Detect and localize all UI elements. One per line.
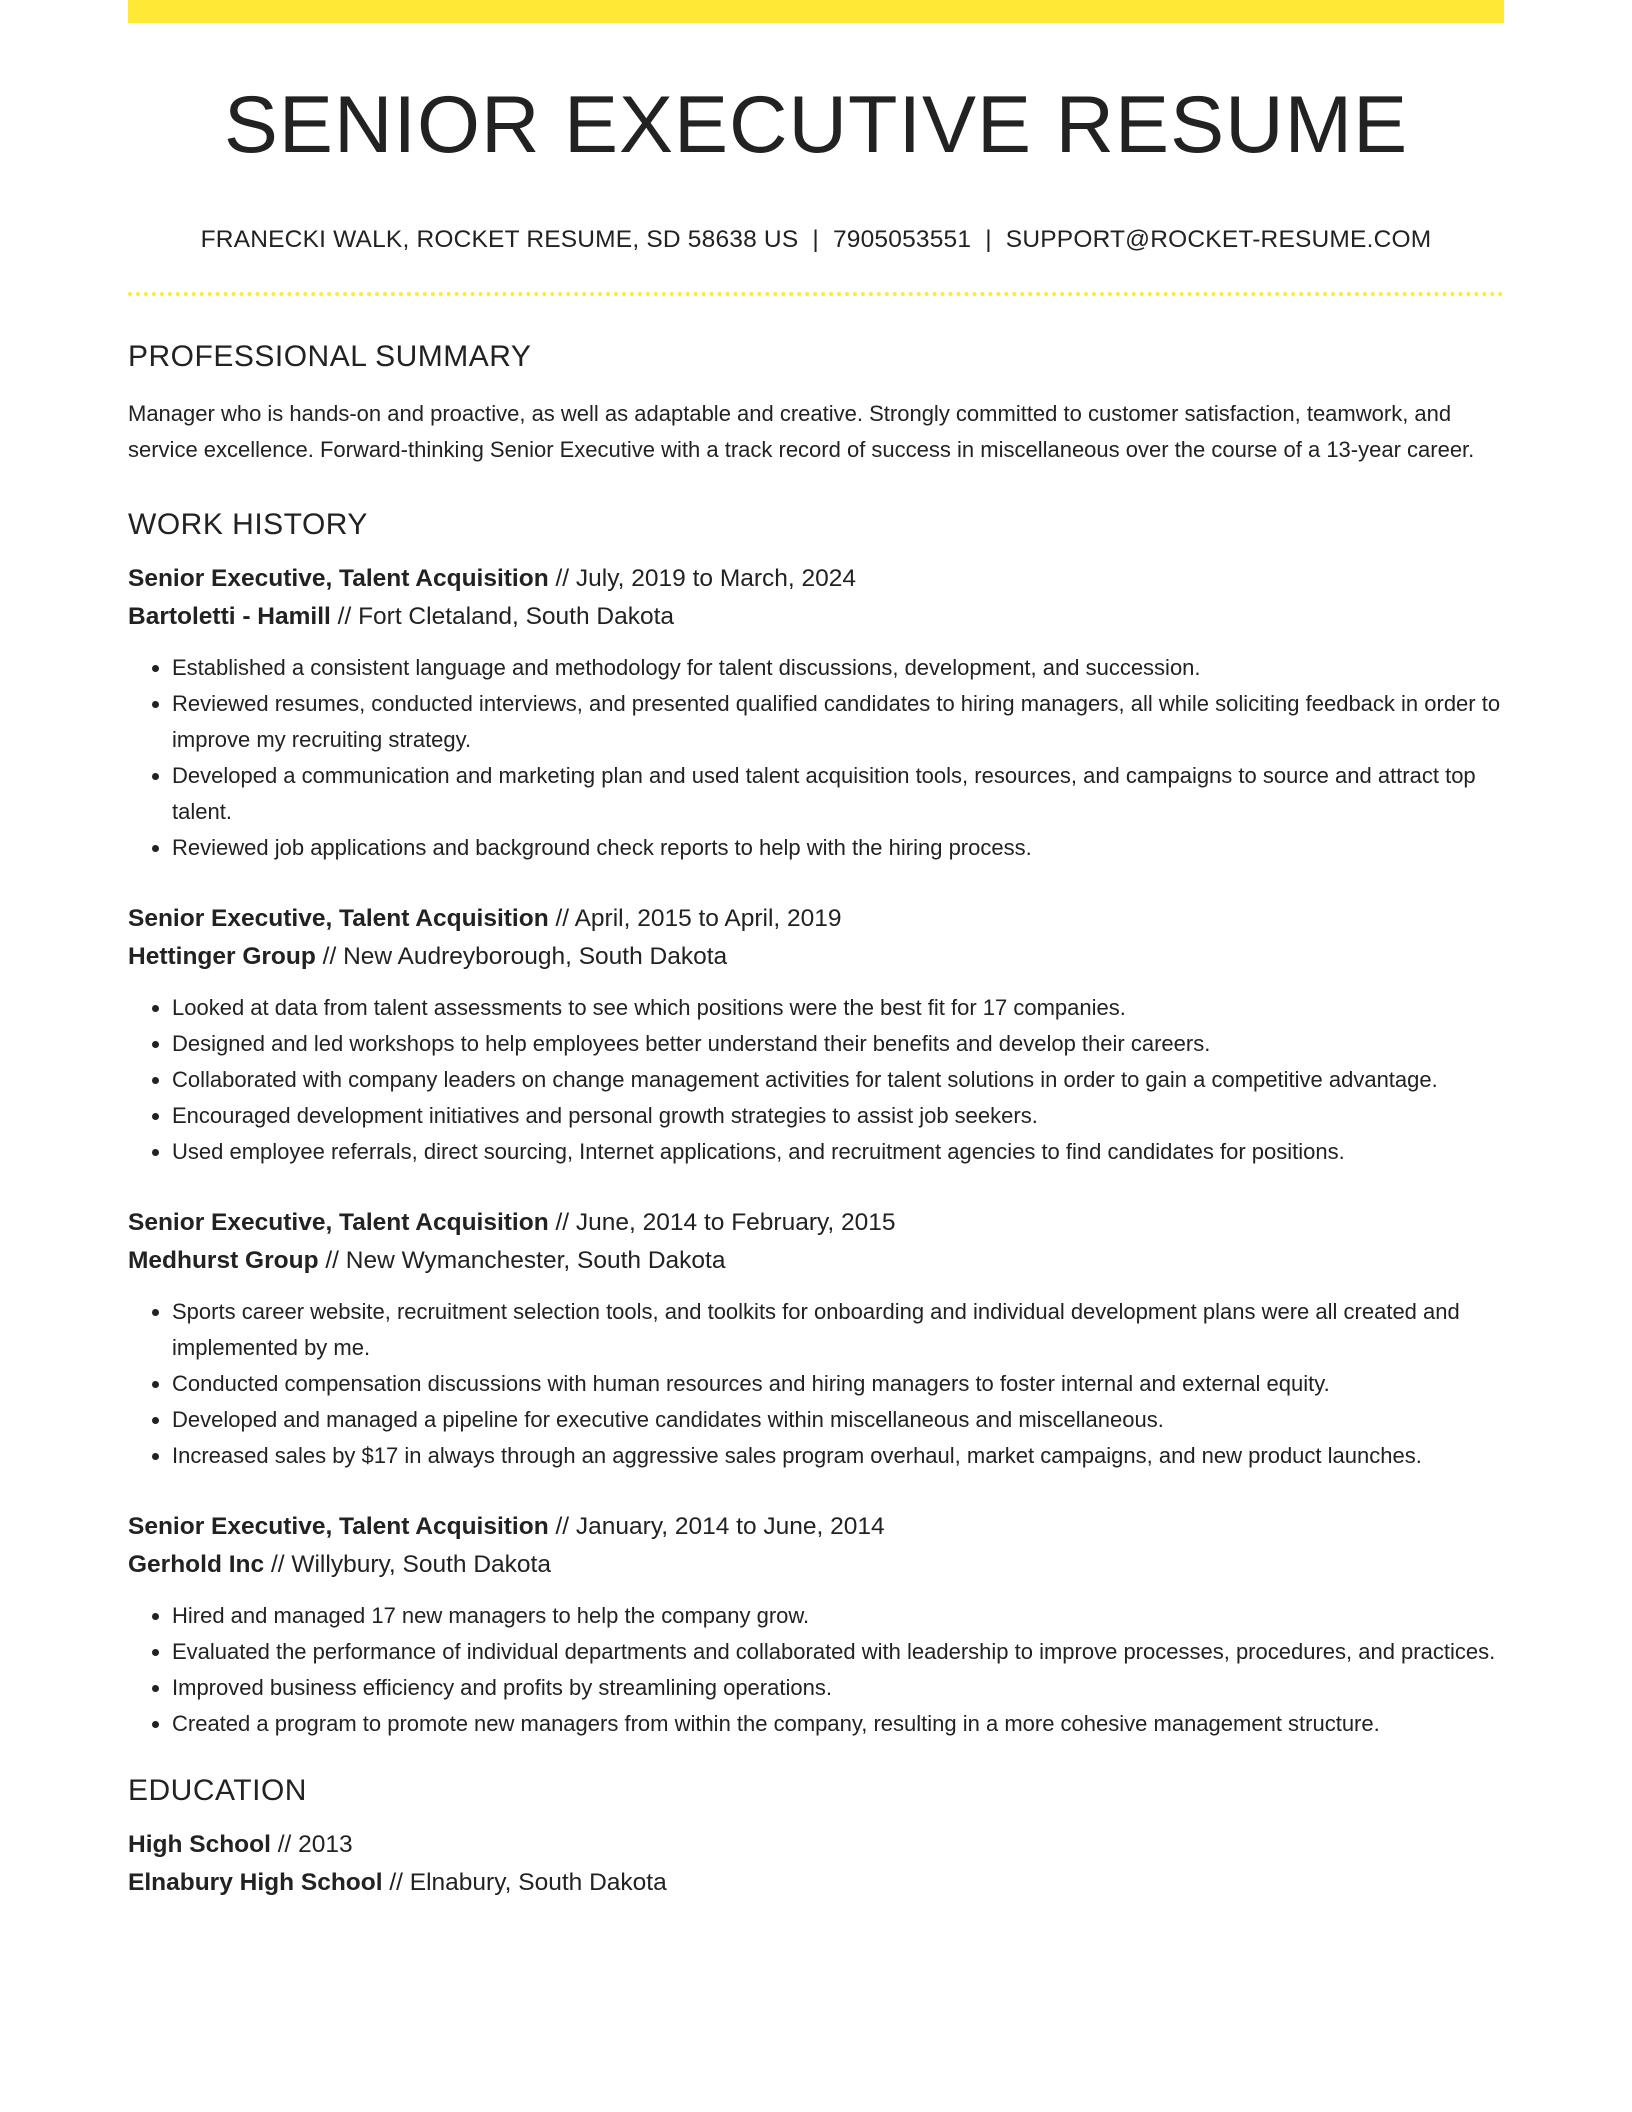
- job-bullet-item: • Increased sales by $17 in always through an aggressive sales program overhaul, market campaigns, and new product launches.: [172, 1438, 1504, 1474]
- job-title-line: [128, 1508, 1504, 1546]
- job-entry: [128, 1508, 1504, 1742]
- job-title-line: [128, 900, 1504, 938]
- job-bullets: [128, 990, 1504, 1170]
- job-bullet-item: • Used employee referrals, direct sourcing, Internet applications, and recruitment agencies to find candidates for positions.: [172, 1134, 1504, 1170]
- job-bullet-item: • Reviewed job applications and background check reports to help with the hiring process.: [172, 830, 1504, 866]
- job-dates: // January, 2014 to June, 2014: [548, 1513, 885, 1541]
- job-bullet-item: • Established a consistent language and methodology for talent discussions, development, and succession.: [172, 650, 1504, 686]
- job-bullet-item: • Reviewed resumes, conducted interviews, and presented qualified candidates to hiring managers, all while soliciting feedback in order to improve my recruiting strategy.: [172, 686, 1504, 758]
- job-bullet-item: • Looked at data from talent assessments to see which positions were the best fit for 17 companies.: [172, 990, 1504, 1026]
- job-dates: // April, 2015 to April, 2019: [548, 905, 842, 933]
- job-bullets: [128, 1294, 1504, 1474]
- job-entry: [128, 1204, 1504, 1474]
- job-bullet-item: • Collaborated with company leaders on change management activities for talent solutions in order to gain a competitive advantage.: [172, 1062, 1504, 1098]
- job-title: Senior Executive, Talent Acquisition: [128, 1209, 549, 1237]
- job-title-line: [128, 1204, 1504, 1242]
- job-dates: // July, 2019 to March, 2024: [548, 565, 857, 593]
- education-entry: [128, 1826, 1504, 1902]
- job-bullet-item: • Developed a communication and marketing plan and used talent acquisition tools, resources, and campaigns to source and attract top talent.: [172, 758, 1504, 830]
- education-school: Elnabury High School: [128, 1869, 383, 1897]
- job-dates: // June, 2014 to February, 2015: [548, 1209, 896, 1237]
- job-entry: [128, 900, 1504, 1170]
- job-title-line: [128, 560, 1504, 598]
- job-company: Gerhold Inc: [128, 1551, 265, 1579]
- job-company-line: [128, 598, 1504, 636]
- job-bullet-item: • Created a program to promote new managers from within the company, resulting in a more cohesive management structure.: [172, 1706, 1504, 1742]
- job-company-line: [128, 1242, 1504, 1280]
- job-bullet-item: • Conducted compensation discussions with human resources and hiring managers to foster internal and external equity.: [172, 1366, 1504, 1402]
- job-bullet-item: • Encouraged development initiatives and personal growth strategies to assist job seekers.: [172, 1098, 1504, 1134]
- job-location: // New Wymanchester, South Dakota: [318, 1247, 726, 1275]
- job-bullet-item: • Designed and led workshops to help employees better understand their benefits and develop their careers.: [172, 1026, 1504, 1062]
- job-location: // Willybury, South Dakota: [264, 1551, 551, 1579]
- job-title: Senior Executive, Talent Acquisition: [128, 1513, 549, 1541]
- contact-phone: 7905053551: [832, 226, 972, 254]
- job-bullet-item: • Developed and managed a pipeline for executive candidates within miscellaneous and miscellaneous.: [172, 1402, 1504, 1438]
- job-bullets: [128, 650, 1504, 866]
- job-company: Bartoletti - Hamill: [128, 603, 331, 631]
- job-bullet-item: • Improved business efficiency and profits by streamlining operations.: [172, 1670, 1504, 1706]
- job-title: Senior Executive, Talent Acquisition: [128, 905, 549, 933]
- summary-text: Manager who is hands-on and proactive, as well as adaptable and creative. Strongly committed to customer satisfaction, teamwork, and service excellence. Forward-thinking Senior Executive with a track record of success in miscellaneous over the course of a 13-year career.: [128, 401, 1475, 463]
- education-location: // Elnabury, South Dakota: [382, 1869, 667, 1897]
- contact-line: [128, 226, 1504, 254]
- resume-page: [128, 0, 1504, 1902]
- work-history-heading: WORK HISTORY: [128, 508, 368, 542]
- education-degree: High School: [128, 1831, 271, 1859]
- contact-separator: |: [812, 226, 819, 254]
- work-history-list: [128, 560, 1504, 1742]
- job-company: Hettinger Group: [128, 943, 316, 971]
- summary-heading: PROFESSIONAL SUMMARY: [128, 340, 532, 374]
- top-accent-bar: [128, 0, 1504, 23]
- job-bullets: [128, 1598, 1504, 1742]
- education-school-line: [128, 1864, 1504, 1902]
- job-title: Senior Executive, Talent Acquisition: [128, 565, 549, 593]
- contact-email: SUPPORT@ROCKET-RESUME.COM: [1005, 226, 1432, 254]
- education-heading: EDUCATION: [128, 1774, 307, 1808]
- job-company: Medhurst Group: [128, 1247, 319, 1275]
- contact-address: FRANECKI WALK, ROCKET RESUME, SD 58638 US: [200, 226, 799, 254]
- contact-separator: |: [985, 226, 992, 254]
- dotted-divider: [128, 292, 1504, 296]
- job-company-line: [128, 938, 1504, 976]
- job-bullet-item: • Hired and managed 17 new managers to help the company grow.: [172, 1598, 1504, 1634]
- job-bullet-item: • Evaluated the performance of individual departments and collaborated with leadership to improve processes, procedures, and practices.: [172, 1634, 1504, 1670]
- job-company-line: [128, 1546, 1504, 1584]
- resume-title: SENIOR EXECUTIVE RESUME: [223, 80, 1409, 170]
- education-year: // 2013: [270, 1831, 353, 1859]
- job-entry: [128, 560, 1504, 866]
- job-location: // Fort Cletaland, South Dakota: [330, 603, 675, 631]
- job-bullet-item: • Sports career website, recruitment selection tools, and toolkits for onboarding and individual development plans were all created and implemented by me.: [172, 1294, 1504, 1366]
- education-degree-line: [128, 1826, 1504, 1864]
- job-location: // New Audreyborough, South Dakota: [315, 943, 728, 971]
